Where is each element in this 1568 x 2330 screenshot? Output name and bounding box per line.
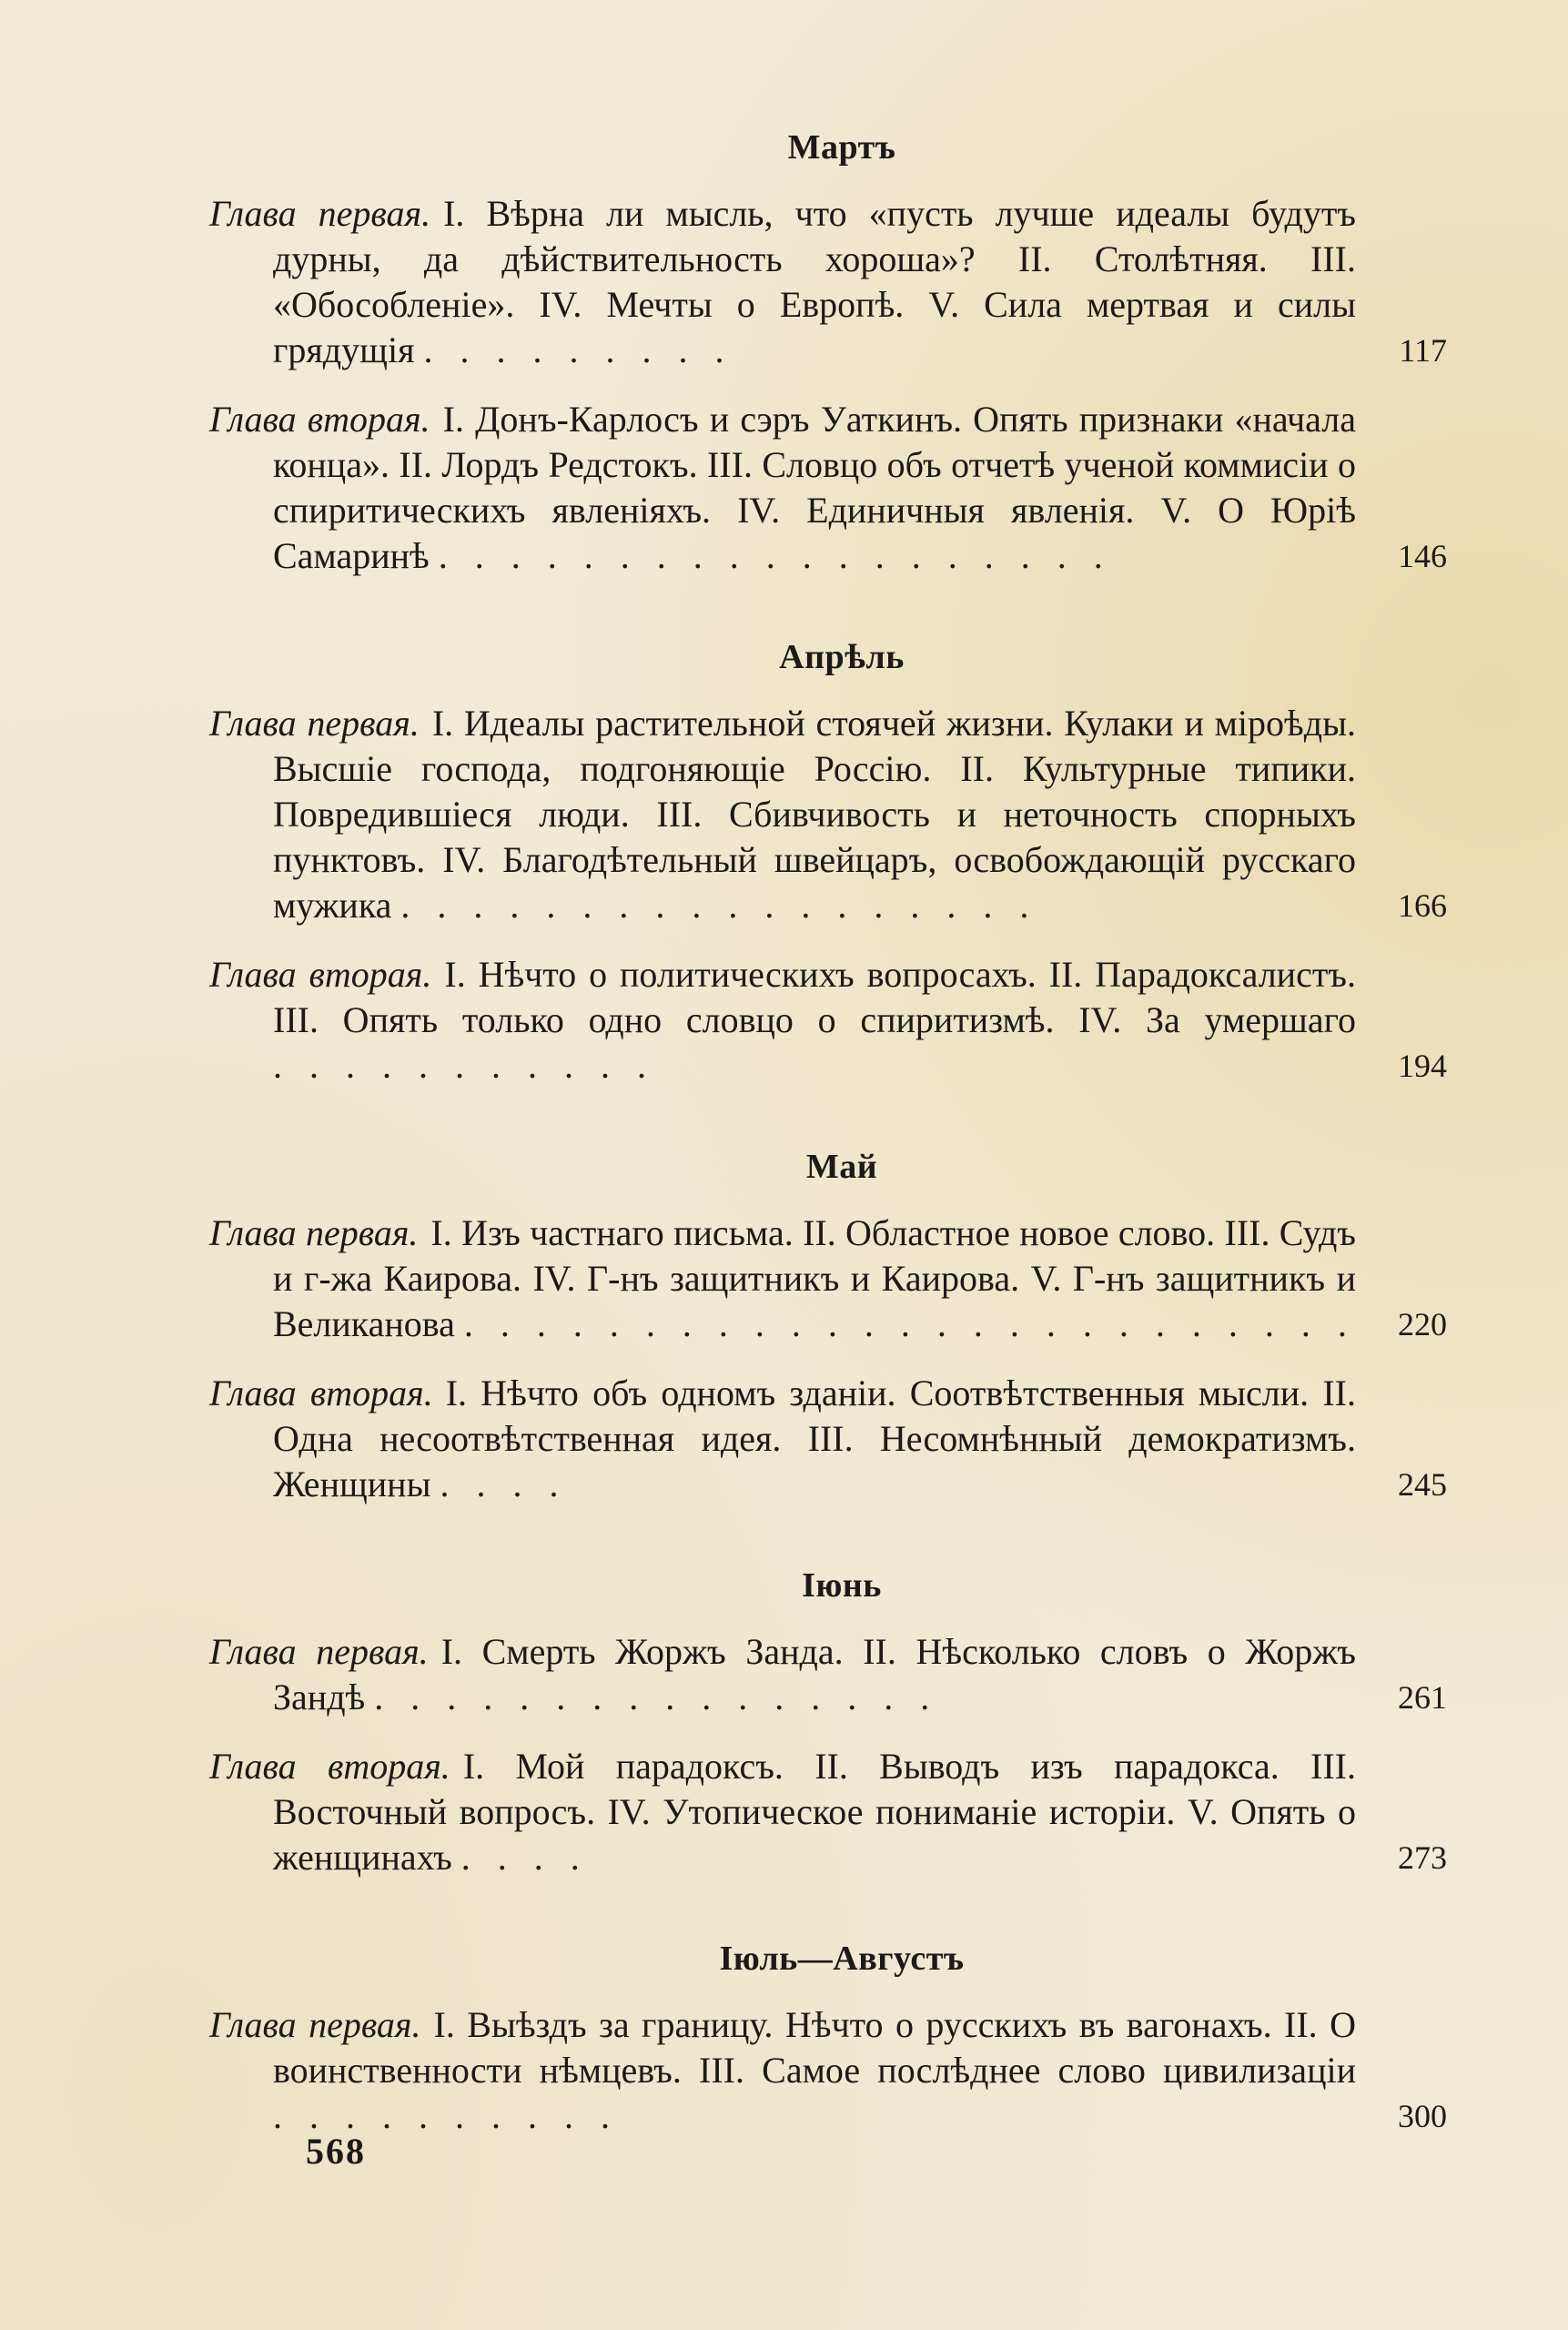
dot-leader: . . . . . . . . . . . (273, 1045, 655, 1086)
page-number: 220 (1398, 1306, 1447, 1342)
page-number: 261 (1398, 1679, 1447, 1716)
entry-contents: I. Мой парадоксъ. II. Выводъ изъ парадокса. III. Восточный вопросъ. IV. Утопическое пониманіе исторіи. V. Опять о женщинахъ (273, 1746, 1356, 1878)
entry-contents: I. Нѣчто объ одномъ зданіи. Соотвѣтственныя мысли. II. Одна несоотвѣтственная идея. III. Несомнѣнный демократизмъ. Женщины (273, 1373, 1356, 1504)
dot-leader: . . . . . . . . . . (273, 2095, 619, 2136)
chapter-label: Глава первая. (209, 1212, 419, 1253)
page-number: 117 (1399, 332, 1447, 369)
toc-entry (209, 2002, 1474, 2139)
section-title: Іюль—Августъ (719, 1940, 965, 1978)
entry-contents: I. Изъ частнаго письма. II. Областное новое слово. III. Судъ и г-жа Каирова. IV. Г-нъ защитникъ и Каирова. V. Г-нъ защитникъ и Великанова (273, 1212, 1356, 1344)
dot-leader: . . . . (440, 1464, 568, 1504)
entry-text (209, 701, 1356, 928)
chapter-label: Глава первая. (209, 703, 420, 744)
folio-page-number: 568 (306, 2131, 366, 2172)
section-june (209, 1565, 1474, 1880)
chapter-label: Глава первая. (209, 193, 431, 234)
entry-text (209, 1744, 1356, 1880)
entry-text (209, 397, 1356, 579)
page-number: 194 (1398, 1048, 1447, 1084)
entry-contents: I. Донъ-Карлосъ и сэръ Уаткинъ. Опять признаки «начала конца». II. Лордъ Редстокъ. III. Словцо объ отчетѣ ученой коммисіи о спиритическихъ явленіяхъ. IV. Единичныя явленія. V. О Юріѣ Самаринѣ (273, 399, 1356, 576)
chapter-label: Глава первая. (209, 1631, 429, 1672)
page-number: 166 (1398, 887, 1447, 924)
entry-contents: I. Вѣрна ли мысль, что «пусть лучше идеалы будутъ дурны, да дѣйствительность хороша»? II. Столѣтняя. III. «Обособленіе». IV. Мечты о Европѣ. V. Сила мертвая и силы грядущія (273, 193, 1356, 370)
toc-entry (209, 1744, 1474, 1880)
entry-text (209, 2002, 1356, 2139)
dot-leader: . . . . (460, 1837, 589, 1878)
entry-text (209, 1211, 1356, 1347)
chapter-label: Глава первая. (209, 2004, 421, 2045)
toc-entry (209, 952, 1474, 1089)
entry-text (209, 1629, 1356, 1720)
entry-contents: I. Идеалы растительной стоячей жизни. Кулаки и міроѣды. Высшіе господа, подгоняющіе Россію. II. Культурные типики. Повредившіеся люди. III. Сбивчивость и неточность спорныхъ пунктовъ. IV. Благодѣтельный швейцаръ, освобождающій русскаго мужика (273, 703, 1356, 926)
section-title: Іюнь (802, 1566, 882, 1605)
toc-entry (209, 1371, 1474, 1507)
page-number: 273 (1398, 1839, 1447, 1876)
entry-text (209, 1371, 1356, 1507)
toc-entry (209, 1211, 1474, 1347)
dot-leader: . . . . . . . . . . . . . . . . . . (400, 885, 1038, 926)
toc-entry (209, 191, 1474, 373)
section-title: Апрѣль (779, 638, 905, 676)
page-number: 146 (1398, 538, 1447, 574)
page-number: 300 (1398, 2098, 1447, 2134)
chapter-label: Глава вторая. (209, 1746, 450, 1787)
section-may (209, 1147, 1474, 1507)
chapter-label: Глава вторая. (209, 1373, 433, 1413)
chapter-label: Глава вторая. (209, 399, 430, 440)
entry-contents: I. Нѣчто о политическихъ вопросахъ. II. Парадоксалистъ. III. Опять только одно словцо о спиритизмѣ. IV. За умершаго (273, 954, 1356, 1040)
toc-entry (209, 1629, 1474, 1720)
entry-contents: I. Выѣздъ за границу. Нѣчто о русскихъ въ вагонахъ. II. О воинственности нѣмцевъ. III. Самое послѣднее слово цивилизаціи (273, 2004, 1356, 2091)
dot-leader: . . . . . . . . . . . . . . . . (374, 1677, 939, 1717)
section-july-august (209, 1939, 1474, 2139)
section-title: Май (805, 1148, 878, 1186)
chapter-label: Глава вторая. (209, 954, 432, 995)
entry-text (209, 952, 1356, 1089)
dot-leader: . . . . . . . . . . . . . . . . . . . . . . . . . (463, 1303, 1356, 1344)
dot-leader: . . . . . . . . . . . . . . . . . . . (438, 535, 1112, 576)
table-of-contents (209, 127, 1474, 2197)
toc-entry (209, 397, 1474, 579)
entry-text (209, 191, 1356, 373)
entry-contents: I. Смерть Жоржъ Занда. II. Нѣсколько словъ о Жоржъ Зандѣ (273, 1631, 1356, 1717)
section-april (209, 637, 1474, 1089)
section-march (209, 127, 1474, 579)
page-number: 245 (1398, 1466, 1447, 1503)
section-title: Мартъ (787, 128, 896, 167)
toc-entry (209, 701, 1474, 928)
dot-leader: . . . . . . . . . (423, 329, 733, 370)
